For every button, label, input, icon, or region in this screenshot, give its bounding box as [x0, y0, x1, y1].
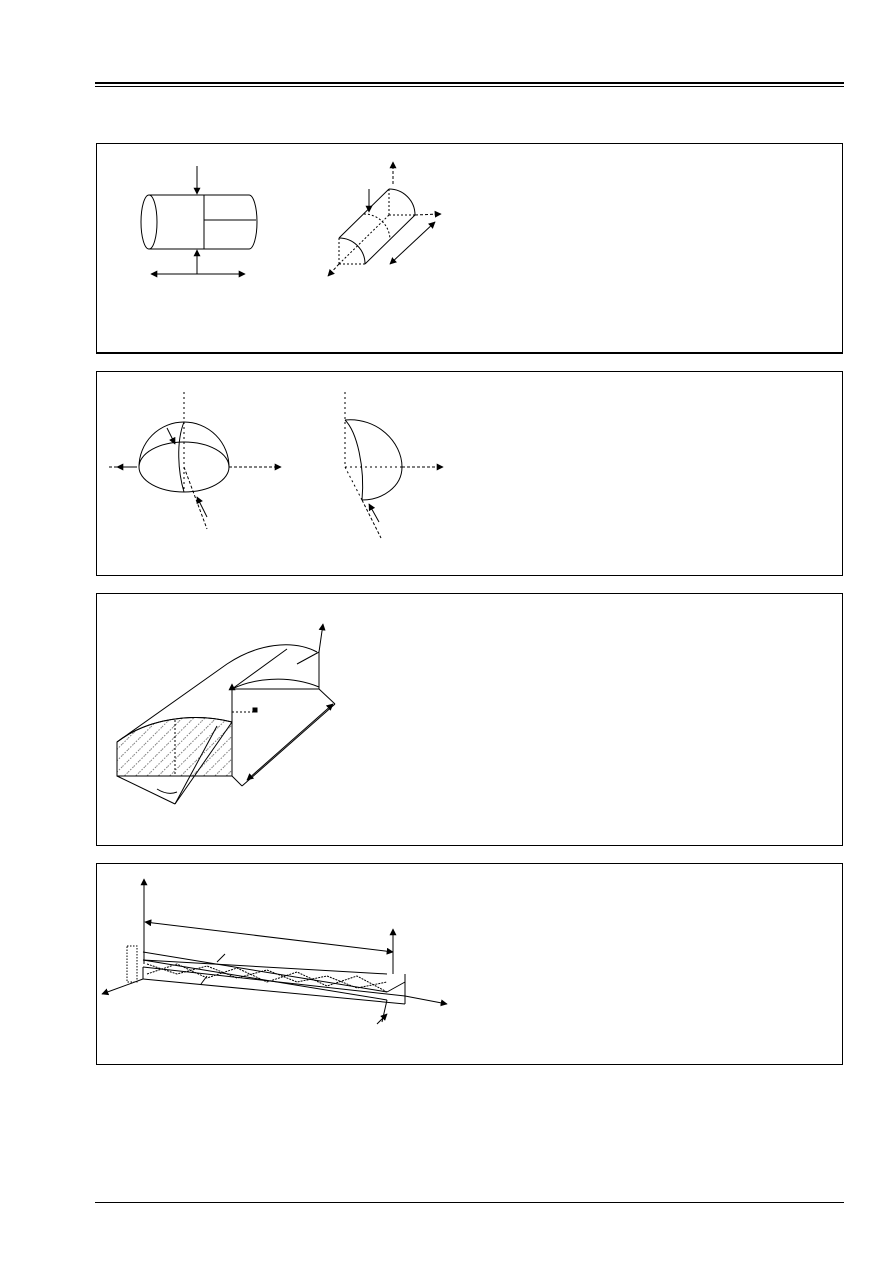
header-rule-thin: [95, 86, 844, 87]
tunnel-panel: [96, 593, 843, 846]
cylinder-figure: [141, 166, 257, 274]
truss-beam-figure: [97, 864, 842, 1064]
arched-solid-figure: [97, 594, 842, 845]
quarter-ellipsoid-figure: [345, 392, 443, 538]
ellipsoid-figures: [97, 372, 842, 575]
header-rule-thick: [95, 82, 844, 84]
beam-panel: [96, 863, 843, 1065]
cylinder-panel: [96, 143, 843, 354]
ellipsoid-figure: [109, 392, 281, 529]
ellipsoid-panel: [96, 371, 843, 576]
cylinder-figures: [97, 144, 842, 352]
half-cylinder-figure: [328, 162, 441, 276]
footer-rule: [95, 1202, 844, 1203]
